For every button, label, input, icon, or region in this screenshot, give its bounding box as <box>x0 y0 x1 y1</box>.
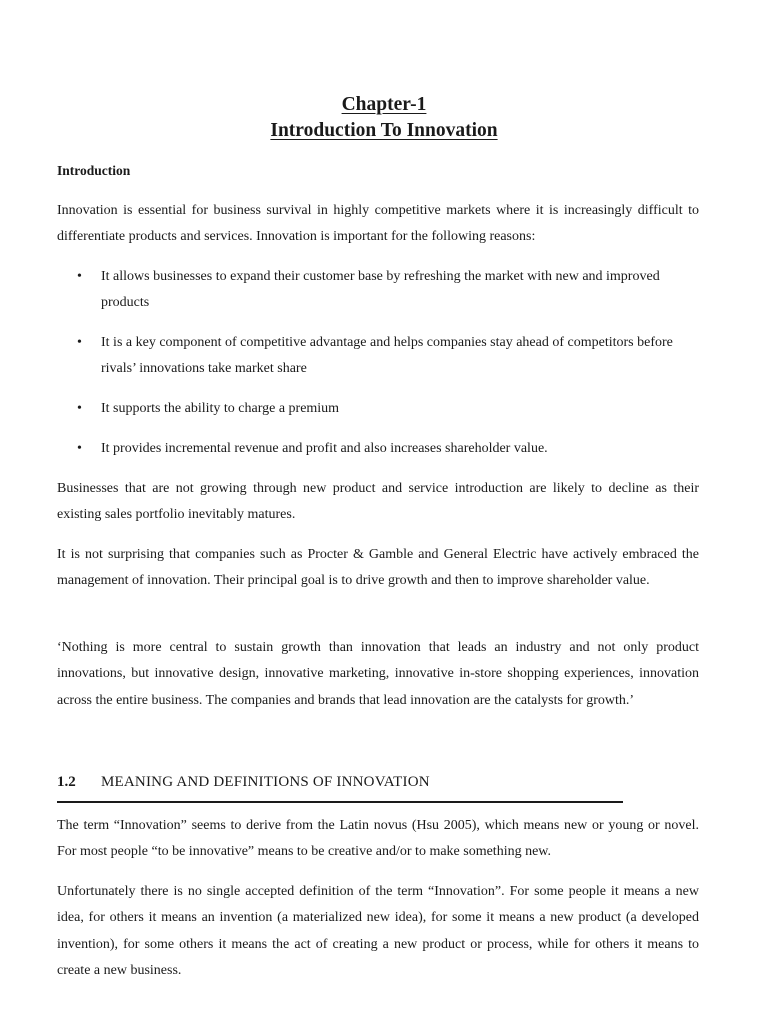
introduction-label: Introduction <box>57 163 131 178</box>
section-number: 1.2 <box>57 774 76 790</box>
list-item <box>77 264 699 317</box>
paragraph-companies: It is not surprising that companies such as Procter & Gamble and General Electric have actively embraced the management of innovation. Their principal goal is to drive growth and then to improve shareholder value. <box>57 547 699 589</box>
list-item <box>77 436 699 462</box>
section-heading <box>57 771 430 793</box>
section-divider <box>57 801 623 803</box>
paragraph-term: The term “Innovation” seems to derive from the Latin novus (Hsu 2005), which means new or young or novel. For most people “to be innovative” means to be creative and/or to make something new. <box>57 818 699 860</box>
list-item-text: It provides incremental revenue and profit and also increases shareholder value. <box>101 441 548 456</box>
chapter-heading <box>0 92 768 144</box>
chapter-number: Chapter-1 <box>341 94 427 115</box>
paragraph-quote: ‘Nothing is more central to sustain growth than innovation that leads an industry and not only product innovations, but innovative design, innovative marketing, innovative in-store shopping experiences, innovation across the entire business. The companies and brands that lead innovation are the catalysts for growth.’ <box>57 640 699 708</box>
list-item-text: It allows businesses to expand their customer base by refreshing the market with new and improved products <box>101 269 660 311</box>
list-item <box>77 396 699 422</box>
list-item-text: It supports the ability to charge a premium <box>101 401 340 416</box>
chapter-title: Introduction To Innovation <box>270 120 498 141</box>
list-item <box>77 330 699 383</box>
paragraph-intro: Innovation is essential for business survival in highly competitive markets where it is increasingly difficult to differentiate products and services. Innovation is important for the following reasons: <box>57 203 699 245</box>
section-title: MEANING AND DEFINITIONS OF INNOVATION <box>101 774 430 790</box>
bullet-icon: • <box>77 401 82 416</box>
bullet-icon: • <box>77 335 82 350</box>
list-item-text: It is a key component of competitive advantage and helps companies stay ahead of competitors before rivals’ innovations take market share <box>101 335 673 377</box>
bullet-icon: • <box>77 441 82 456</box>
paragraph-definition: Unfortunately there is no single accepted definition of the term “Innovation”. For some people it means a new idea, for others it means an invention (a materialized new idea), for some it means a new product (a developed invention), for some others it means the act of creating a new product or process, while for others it means to create a new business. <box>57 884 699 978</box>
paragraph-growth: Businesses that are not growing through new product and service introduction are likely to decline as their existing sales portfolio inevitably matures. <box>57 481 699 523</box>
bullet-icon: • <box>77 269 82 284</box>
